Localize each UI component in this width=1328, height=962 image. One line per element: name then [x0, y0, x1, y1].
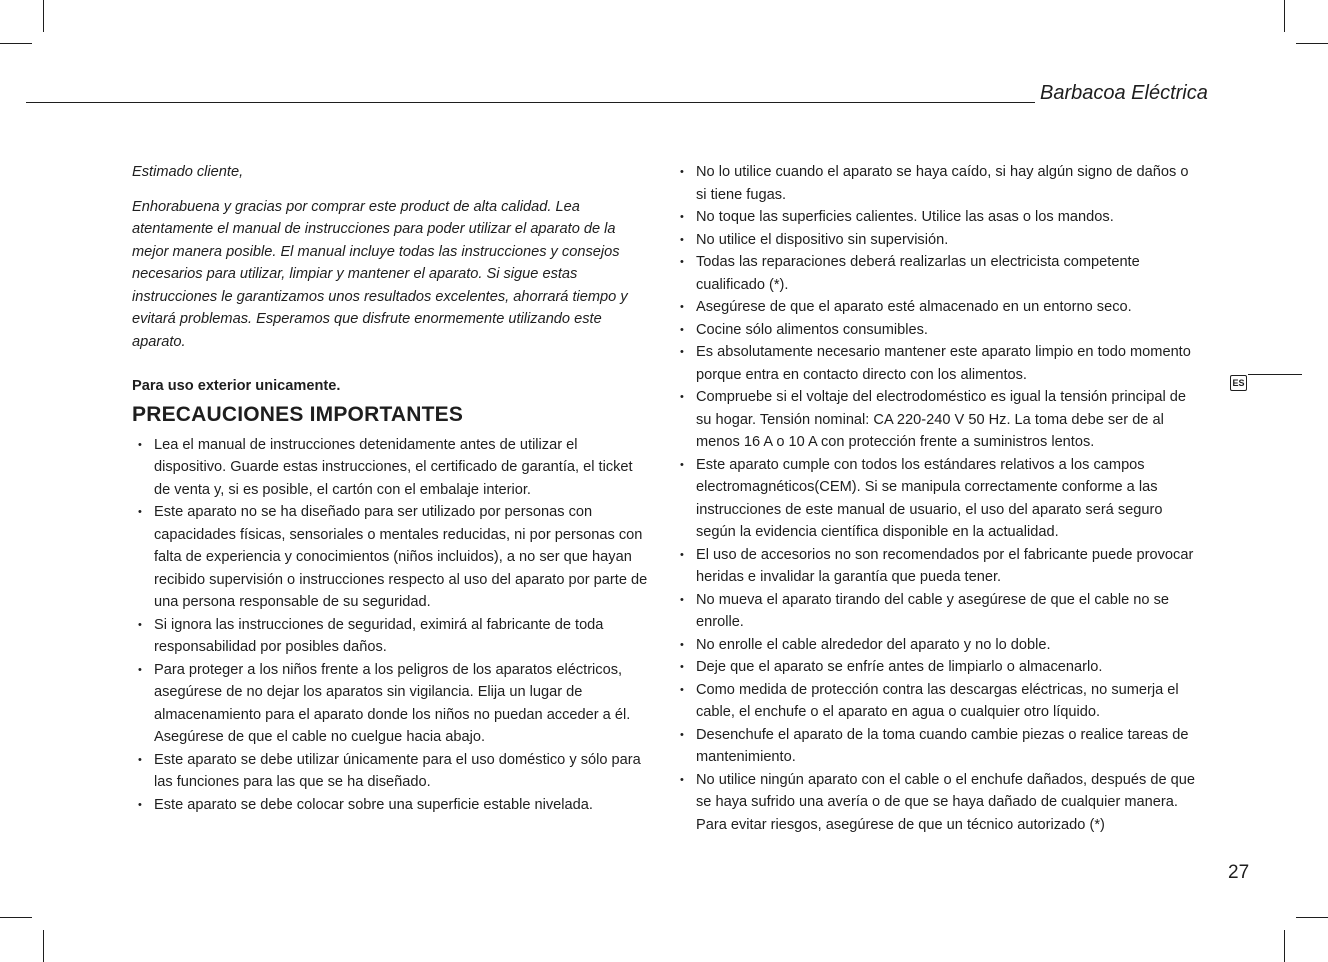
crop-mark-bottom-right-horizontal	[1296, 917, 1328, 918]
list-item: • Compruebe si el voltaje del electrodoméstico es igual la tensión principal de su hogar. Tensión nominal: CA 220-240 V 50 Hz. La toma debe ser de al menos 16 A o 10 A con protección frente a suministros lentos.	[680, 386, 1200, 454]
outdoor-use-note: Para uso exterior unicamente.	[132, 378, 341, 394]
section-title: PRECAUCIONES IMPORTANTES	[132, 402, 464, 426]
list-item: • Deje que el aparato se enfríe antes de limpiarlo o almacenarlo.	[680, 656, 1200, 679]
crop-mark-bottom-left-horizontal	[0, 917, 32, 918]
language-badge: ES	[1230, 375, 1247, 391]
precautions-list-left	[138, 434, 648, 817]
list-item: • No utilice ningún aparato con el cable o el enchufe dañados, después de que se haya sufrido una avería o de que se haya dañado de cualquier manera. Para evitar riesgos, asegúrese de que un técnico autorizado (*)	[680, 769, 1200, 837]
crop-mark-top-right-vertical	[1284, 0, 1285, 32]
list-item: • No toque las superficies calientes. Utilice las asas o los mandos.	[680, 206, 1200, 229]
list-item: • Este aparato se debe colocar sobre una superficie estable nivelada.	[138, 794, 648, 817]
list-item: • El uso de accesorios no son recomendados por el fabricante puede provocar heridas e invalidar la garantía que pueda tener.	[680, 544, 1200, 589]
list-item: • No utilice el dispositivo sin supervisión.	[680, 229, 1200, 252]
list-item: • Este aparato se debe utilizar únicamente para el uso doméstico y sólo para las funciones para las que se ha diseñado.	[138, 749, 648, 794]
list-item: • Asegúrese de que el aparato esté almacenado en un entorno seco.	[680, 296, 1200, 319]
left-column	[132, 161, 648, 816]
list-item: • Si ignora las instrucciones de seguridad, eximirá al fabricante de toda responsabilidad por posibles daños.	[138, 614, 648, 659]
list-item: • No lo utilice cuando el aparato se haya caído, si hay algún signo de daños o si tiene fugas.	[680, 161, 1200, 206]
list-item: • Para proteger a los niños frente a los peligros de los aparatos eléctricos, asegúrese de no dejar los aparatos sin vigilancia. Elija un lugar de almacenamiento para el aparato donde los niños no puedan acceder a él. Asegúrese de que el cable no cuelgue hacia abajo.	[138, 659, 648, 749]
intro-paragraph: Enhorabuena y gracias por comprar este product de alta calidad. Lea atentamente el manual de instrucciones para poder utilizar el aparato de la mejor manera posible. El manual incluye todas las instrucciones y consejos necesarios para utilizar, limpiar y mantener el aparato. Si sigue estas instrucciones le garantizamos unos resultados excelentes, ahorrará tiempo y evitará problemas. Esperamos que disfrute enormemente utilizando este aparato.	[132, 198, 628, 350]
language-tab-rule	[1248, 374, 1302, 375]
right-column	[680, 161, 1200, 836]
page-number: 27	[1228, 862, 1250, 883]
precautions-list-right	[680, 161, 1200, 836]
list-item: • No enrolle el cable alrededor del aparato y no lo doble.	[680, 634, 1200, 657]
crop-mark-bottom-left-vertical	[43, 930, 44, 962]
header-title: Barbacoa Eléctrica	[1040, 82, 1208, 104]
list-item: • Cocine sólo alimentos consumibles.	[680, 319, 1200, 342]
header-rule	[26, 102, 1035, 103]
list-item: • Desenchufe el aparato de la toma cuando cambie piezas o realice tareas de mantenimiento.	[680, 724, 1200, 769]
list-item: • Este aparato no se ha diseñado para ser utilizado por personas con capacidades físicas, sensoriales o mentales reducidas, ni por personas con falta de experiencia y conocimientos (niños incluidos), a no ser que hayan recibido supervisión o instrucciones respecto al uso del aparato por parte de una persona responsable de su seguridad.	[138, 501, 648, 614]
list-item: • Es absolutamente necesario mantener este aparato limpio en todo momento porque entra en contacto directo con los alimentos.	[680, 341, 1200, 386]
crop-mark-top-left-vertical	[43, 0, 44, 32]
greeting: Estimado cliente,	[132, 164, 244, 180]
crop-mark-top-left-horizontal	[0, 43, 32, 44]
list-item: • Este aparato cumple con todos los estándares relativos a los campos electromagnéticos(CEM). Si se manipula correctamente conforme a las instrucciones de este manual de usuario, el uso del aparato será seguro según la evidencia científica disponible en la actualidad.	[680, 454, 1200, 544]
crop-mark-bottom-right-vertical	[1284, 930, 1285, 962]
list-item: • Todas las reparaciones deberá realizarlas un electricista competente cualificado (*).	[680, 251, 1200, 296]
crop-mark-top-right-horizontal	[1296, 43, 1328, 44]
list-item: • No mueva el aparato tirando del cable y asegúrese de que el cable no se enrolle.	[680, 589, 1200, 634]
list-item: • Lea el manual de instrucciones detenidamente antes de utilizar el dispositivo. Guarde estas instrucciones, el certificado de garantía, el ticket de venta y, si es posible, el cartón con el embalaje interior.	[138, 434, 648, 502]
list-item: • Como medida de protección contra las descargas eléctricas, no sumerja el cable, el enchufe o el aparato en agua o cualquier otro líquido.	[680, 679, 1200, 724]
